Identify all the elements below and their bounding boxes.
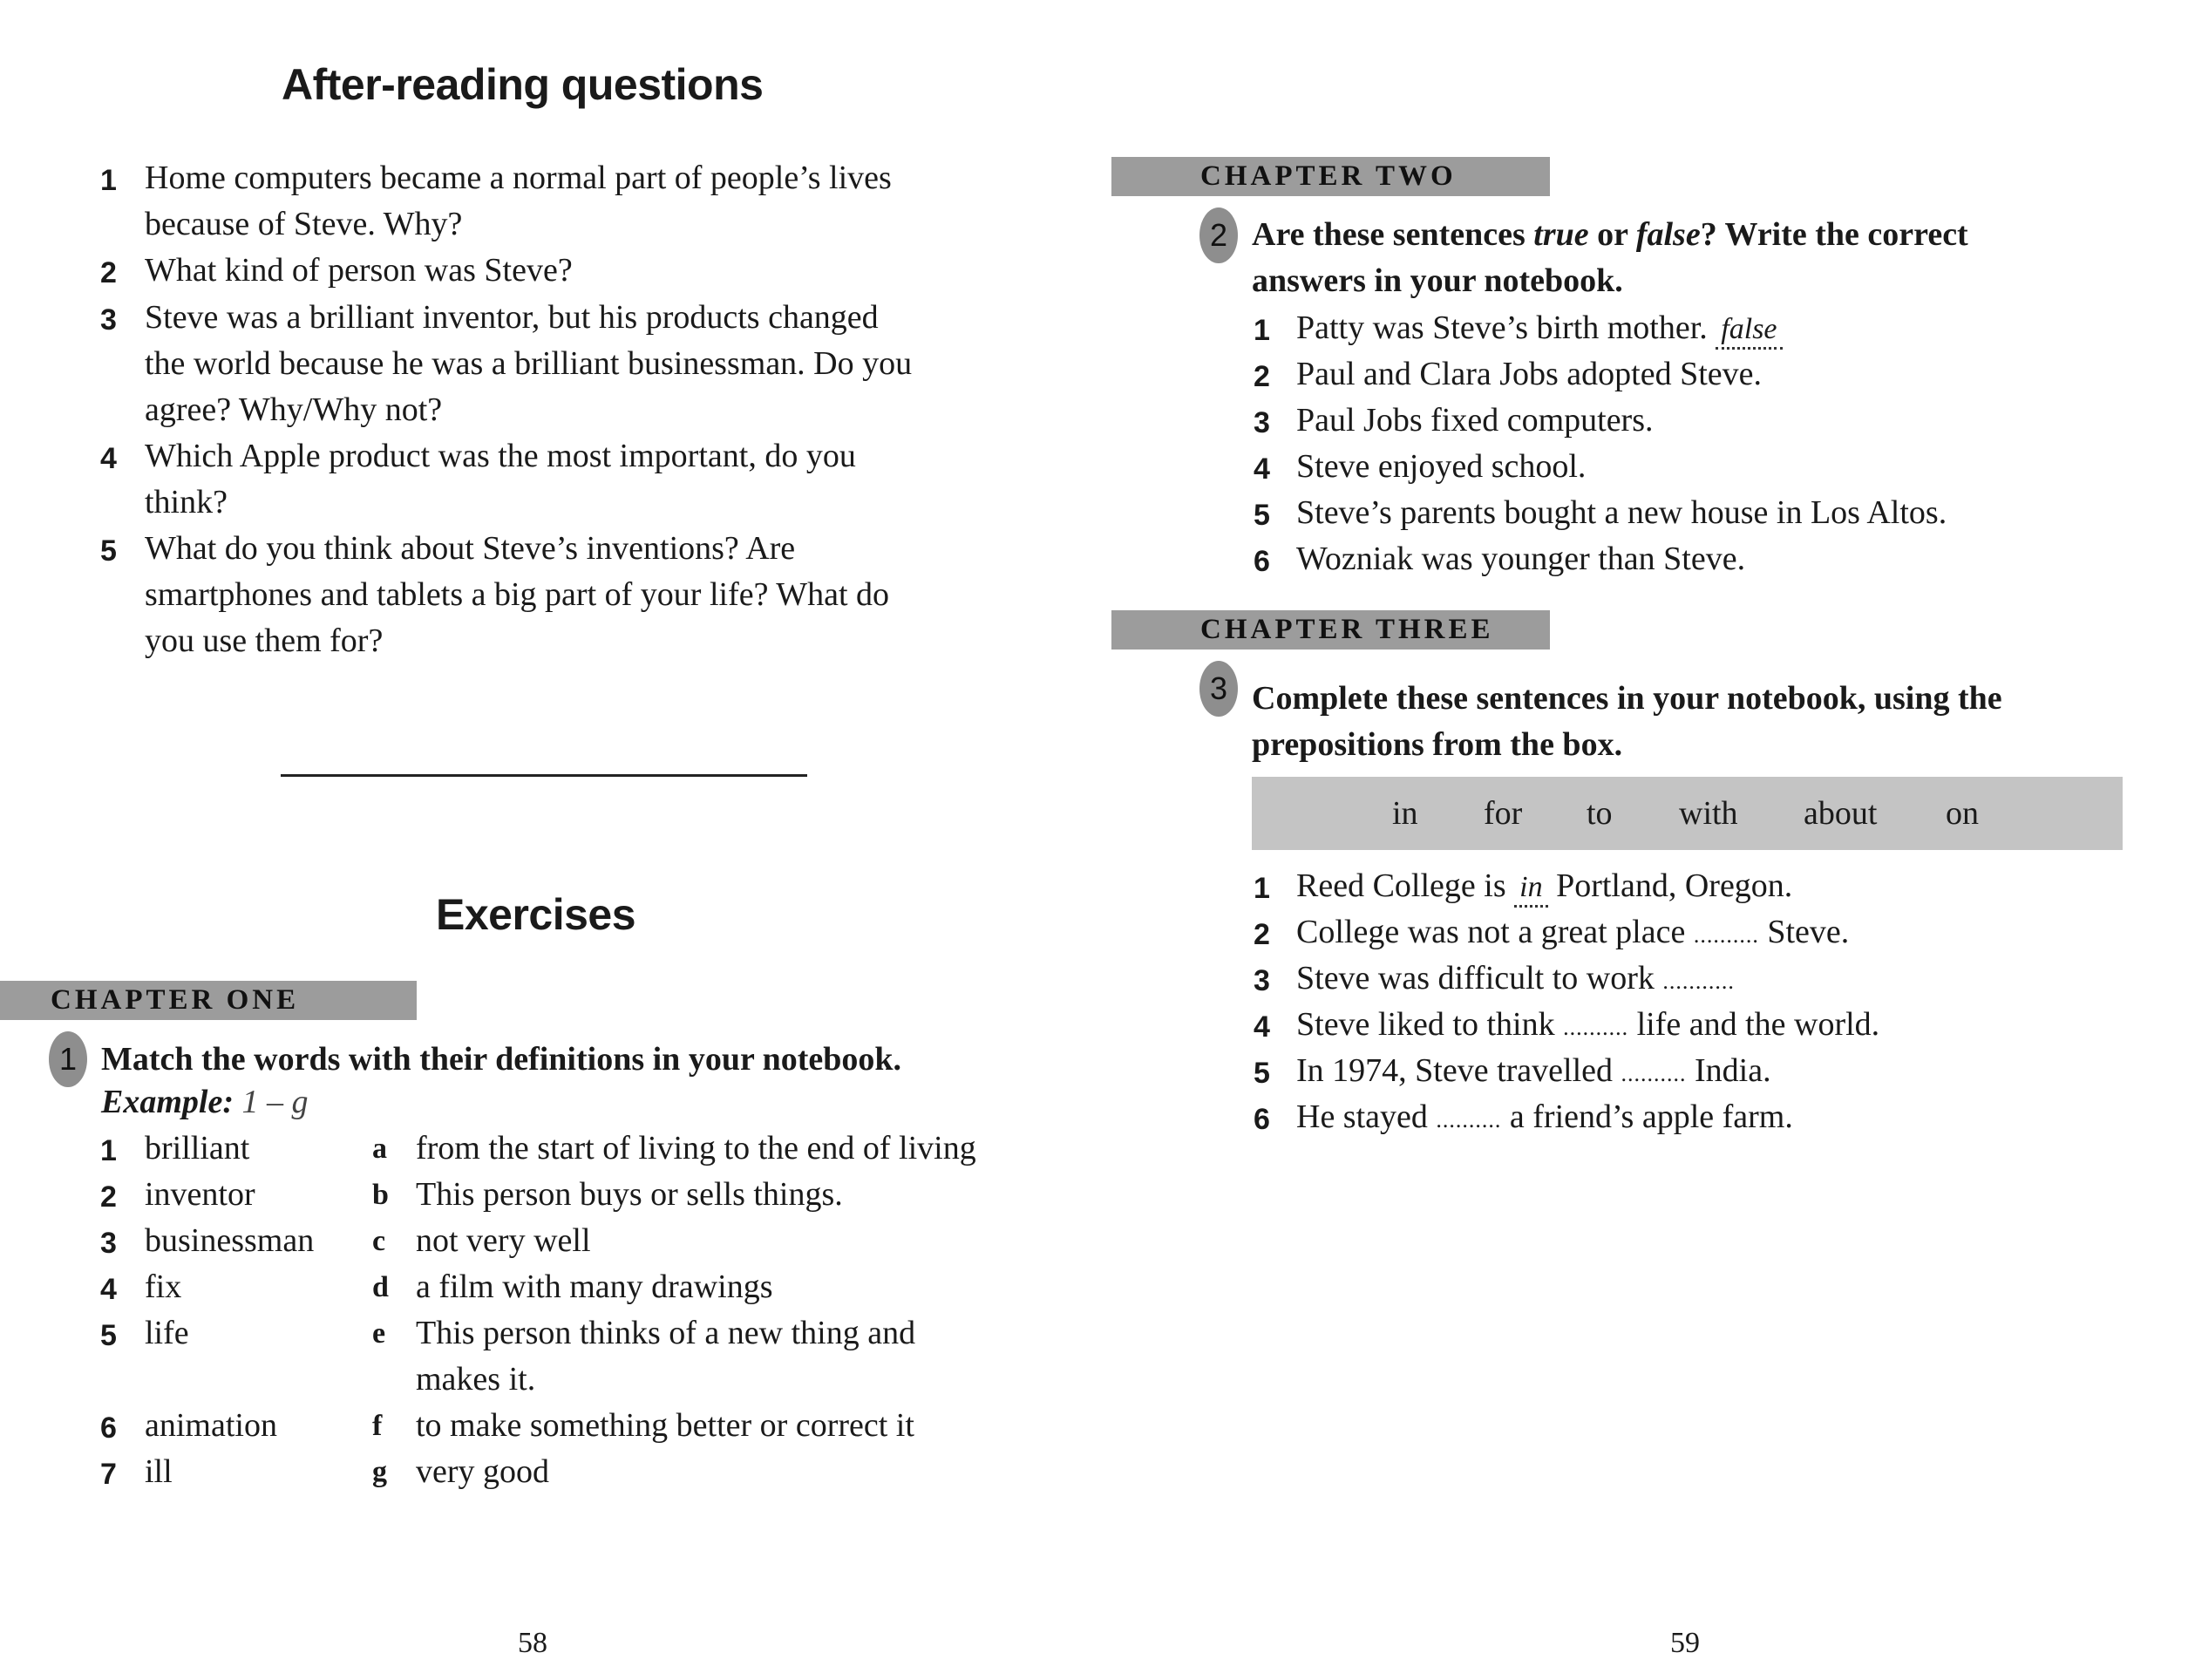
sentence [1296,309,1783,347]
blank: .......... [1621,1061,1687,1086]
chapter-three-label: CHAPTER THREE [1200,614,1494,645]
definition-text: makes it. [416,1361,536,1398]
sentence-after: Portland, Oregon. [1556,867,1793,904]
sentence-before: He stayed [1296,1098,1428,1135]
section-divider [281,774,807,777]
sentence-number: 4 [1254,1010,1270,1044]
question-number: 5 [100,534,117,568]
sentence-number: 1 [1254,314,1270,347]
exercise-instruction-line2: prepositions from the box. [1252,726,1623,763]
word-number: 7 [100,1458,117,1491]
question-text: think? [145,484,228,520]
sentence-text: Patty was Steve’s birth mother. [1296,309,1708,346]
word: life [145,1315,189,1351]
sentence-number: 3 [1254,964,1270,997]
blank: ........... [1662,969,1735,994]
example-value: 1 – g [241,1084,309,1120]
sentence-number: 2 [1254,360,1270,393]
exercise-number-badge: 2 [1199,207,1238,263]
word: businessman [145,1222,315,1259]
page-number: 58 [518,1627,547,1659]
exercises-title: Exercises [436,890,636,939]
sentence [1296,1005,1879,1044]
chapter-two-label: CHAPTER TWO [1200,160,1457,192]
question-text: the world because he was a brilliant businessman. Do you [145,345,913,382]
definition-text: very good [416,1453,550,1490]
preposition: with [1679,795,1738,832]
instruction-or: or [1588,216,1636,253]
sentence-text: Paul Jobs fixed computers. [1296,402,1654,439]
sentence-number: 3 [1254,406,1270,439]
definition-letter: c [372,1225,386,1257]
instruction-true: true [1533,216,1589,253]
sentence [1296,1098,1793,1136]
sentence [1296,1051,1771,1090]
word-number: 3 [100,1227,117,1260]
definition-letter: e [372,1317,386,1350]
instruction-false: false [1635,216,1701,253]
sentence-text: Paul and Clara Jobs adopted Steve. [1296,356,1763,392]
sentence-number: 1 [1254,872,1270,905]
example-line [101,1083,308,1121]
question-number: 3 [100,303,117,337]
question-text: Steve was a brilliant inventor, but his products changed [145,299,879,336]
word-number: 2 [100,1180,117,1214]
definition-letter: b [372,1179,389,1211]
sentence [1296,913,1849,951]
blank: .......... [1436,1107,1502,1132]
sentence-after: a friend’s apple farm. [1509,1098,1793,1135]
question-text: What do you think about Steve’s inventions? Are [145,530,796,567]
preposition: to [1587,795,1613,832]
preposition: on [1946,795,1979,832]
sentence-after: life and the world. [1636,1006,1880,1043]
exercise-number-badge: 1 [49,1031,87,1087]
question-number: 1 [100,164,117,197]
sentence-before: Steve liked to think [1296,1006,1555,1043]
exercise-instruction: Match the words with their definitions in your notebook. [101,1041,902,1078]
word-number: 1 [100,1134,117,1167]
example-label: Example: [101,1084,234,1120]
word-number: 4 [100,1273,117,1306]
instruction-text: Are these sentences [1252,216,1534,253]
question-text: smartphones and tablets a big part of your life? What do [145,576,890,613]
sentence-number: 5 [1254,1057,1270,1090]
sentence-number: 6 [1254,1103,1270,1136]
exercise-instruction-line2: answers in your notebook. [1252,262,1623,299]
word: inventor [145,1176,255,1213]
question-number: 2 [100,256,117,289]
word: animation [145,1407,277,1444]
exercise-number-badge: 3 [1199,661,1238,717]
question-text: agree? Why/Why not? [145,391,443,428]
definition-text: a film with many drawings [416,1269,773,1305]
sentence-before: Reed College is [1296,867,1506,904]
sentence-after: India. [1695,1052,1771,1089]
blank: .......... [1693,922,1759,948]
sample-answer: in [1514,871,1547,908]
sentence-text: Steve’s parents bought a new house in Los Altos. [1296,494,1947,531]
chapter-one-label: CHAPTER ONE [51,984,300,1016]
question-text: Home computers became a normal part of people’s lives [145,160,892,196]
sentence [1296,959,1735,997]
page-number: 59 [1670,1627,1700,1659]
word: ill [145,1453,173,1490]
sentence-before: In 1974, Steve travelled [1296,1052,1614,1089]
sentence-text: Wozniak was younger than Steve. [1296,541,1746,577]
sentence-number: 6 [1254,545,1270,578]
definition-text: not very well [416,1222,591,1259]
preposition: about [1804,795,1878,832]
sentence [1296,867,1792,905]
sentence-before: College was not a great place [1296,914,1686,950]
definition-text: This person thinks of a new thing and [416,1315,916,1351]
after-reading-title: After-reading questions [282,60,764,109]
sentence-number: 5 [1254,499,1270,532]
sentence-before: Steve was difficult to work [1296,960,1655,996]
blank: .......... [1563,1015,1629,1040]
exercise-instruction [1252,212,1968,258]
question-text: What kind of person was Steve? [145,252,573,289]
definition-letter: f [372,1410,383,1442]
definition-letter: a [372,1132,387,1165]
definition-letter: d [372,1271,389,1303]
preposition: for [1484,795,1523,832]
question-number: 4 [100,442,117,475]
definition-letter: g [372,1456,387,1488]
sentence-number: 2 [1254,918,1270,951]
word: fix [145,1269,182,1305]
definition-text: to make something better or correct it [416,1407,914,1444]
question-text: you use them for? [145,622,384,659]
question-text: Which Apple product was the most important, do you [145,438,856,474]
sentence-after: Steve. [1767,914,1850,950]
word: brilliant [145,1130,250,1166]
sample-answer: false [1716,313,1782,350]
instruction-text: ? Write the correct [1700,216,1968,253]
word-number: 5 [100,1319,117,1352]
definition-text: This person buys or sells things. [416,1176,843,1213]
preposition: in [1392,795,1418,832]
question-text: because of Steve. Why? [145,206,463,242]
word-number: 6 [100,1411,117,1445]
sentence-number: 4 [1254,452,1270,486]
exercise-instruction: Complete these sentences in your notebook, using the [1252,680,2002,717]
sentence-text: Steve enjoyed school. [1296,448,1587,485]
definition-text: from the start of living to the end of living [416,1130,976,1166]
